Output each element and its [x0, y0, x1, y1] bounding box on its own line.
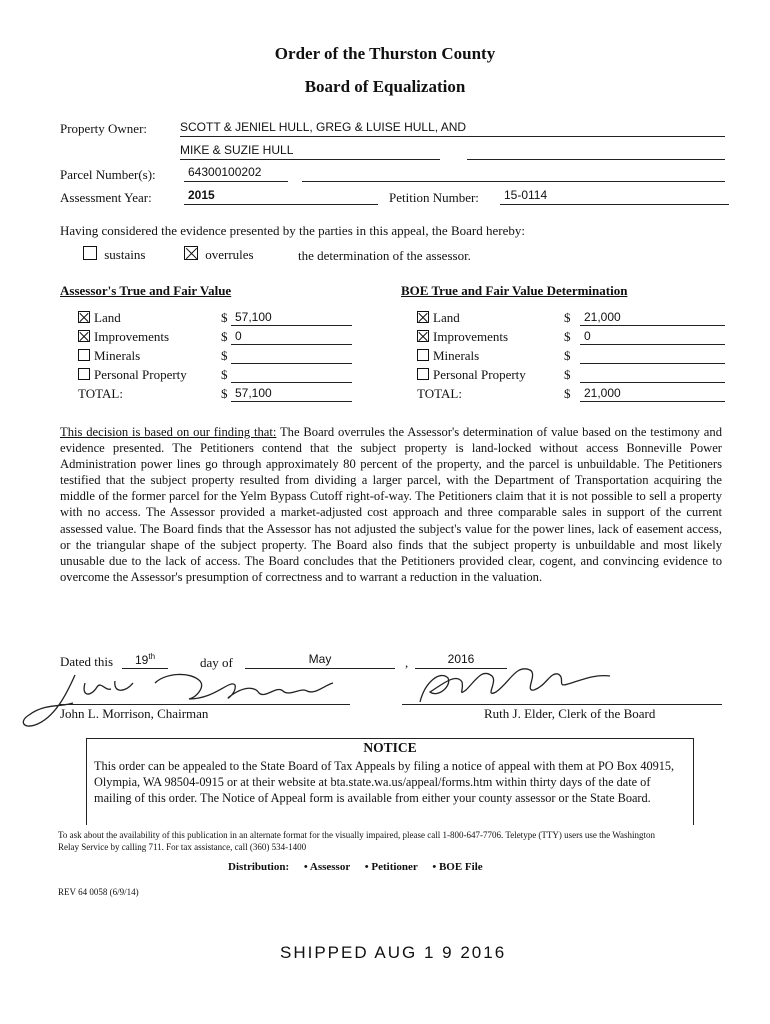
assessor-improvements-value: 0: [231, 329, 352, 345]
chairman-name: John L. Morrison, Chairman: [60, 706, 209, 721]
boe-row-personal-property: Personal Property $: [417, 367, 725, 386]
distribution-line: [228, 861, 483, 873]
property-owner-line1: SCOTT & JENIEL HULL, GREG & LUISE HULL, AND: [180, 120, 725, 137]
petition-number-label: Petition Number:: [389, 190, 479, 205]
property-owner-label: Property Owner:: [60, 121, 148, 136]
dated-month: May: [245, 652, 395, 669]
assessor-value-table: [78, 310, 353, 405]
boe-row-minerals: Minerals $: [417, 348, 725, 367]
overrules-checkbox[interactable]: [184, 246, 198, 260]
decision-suffix: the determination of the assessor.: [298, 248, 471, 263]
sustains-checkbox[interactable]: [83, 246, 97, 260]
assessor-total-value: 57,100: [231, 386, 352, 402]
boe-minerals-value: [580, 348, 725, 364]
order-title: Order of the Thurston County: [274, 44, 496, 63]
assessor-row-personal-property: Personal Property $: [78, 367, 353, 386]
boe-personal-property-value: [580, 367, 725, 383]
boe-total-label: TOTAL:: [417, 386, 462, 401]
boe-row-improvements: Improvements $ 0: [417, 329, 725, 348]
dated-mid: day of: [200, 655, 233, 670]
sustains-option[interactable]: [83, 246, 145, 263]
shipped-stamp: SHIPPED AUG 1 9 2016: [280, 943, 507, 962]
dated-year: 2016: [415, 652, 507, 669]
finding-lead: This decision is based on our finding that:: [60, 425, 277, 439]
boe-total-value: 21,000: [580, 386, 725, 402]
distribution-assessor: • Assessor: [303, 861, 351, 873]
dated-line: Dated this 19th day of May , 2016: [60, 654, 720, 672]
notice-body: This order can be appealed to the State Board of Tax Appeals by filing a notice of appeal with them at PO Box 40915, Olympia, WA 98504-0915 or at their website at bta.state.wa.us/appeal/forms.htm within thirty days of the date of mailing of this order. The Notice of Appeal form is available from either your county assessor or the State Board.: [94, 759, 675, 805]
distribution-boe-file: • BOE File: [432, 861, 483, 873]
assessor-improvements-checkbox[interactable]: [78, 330, 90, 342]
boe-value-table: [417, 310, 725, 405]
notice-box: [86, 738, 694, 825]
petition-number-value: 15-0114: [500, 188, 729, 205]
finding-paragraph: [60, 424, 722, 585]
distribution-label: Distribution:: [228, 861, 290, 873]
assessor-row-total: TOTAL: $ 57,100: [78, 386, 353, 405]
assessor-total-label: TOTAL:: [78, 386, 123, 401]
assessor-row-minerals: Minerals $: [78, 348, 353, 367]
assessor-personal-property-checkbox[interactable]: [78, 368, 90, 380]
overrules-label: overrules: [205, 247, 254, 262]
property-owner-line2: MIKE & SUZIE HULL: [180, 143, 440, 160]
assessor-personal-property-value: [231, 367, 352, 383]
assessment-year-label: Assessment Year:: [60, 190, 152, 205]
parcel-number-label: Parcel Number(s):: [60, 167, 156, 182]
property-owner-blank: [467, 143, 725, 160]
assessor-row-land: Land $ 57,100: [78, 310, 353, 329]
boe-improvements-checkbox[interactable]: [417, 330, 429, 342]
boe-land-checkbox[interactable]: [417, 311, 429, 323]
assessor-minerals-value: [231, 348, 352, 364]
sustains-label: sustains: [104, 247, 146, 262]
parcel-number-value: 64300100202: [184, 165, 288, 182]
distribution-petitioner: • Petitioner: [364, 861, 418, 873]
boe-minerals-checkbox[interactable]: [417, 349, 429, 361]
dated-day: 19th: [122, 652, 168, 669]
chairman-signature-line: [60, 703, 350, 705]
boe-improvements-value: 0: [580, 329, 725, 345]
clerk-name: Ruth J. Elder, Clerk of the Board: [484, 706, 656, 721]
boe-land-value: 21,000: [580, 310, 725, 326]
notice-title: NOTICE: [363, 740, 417, 755]
assessor-land-checkbox[interactable]: [78, 311, 90, 323]
finding-text: The Board overrules the Assessor's determination of value based on the testimony and evidence presented. The Petitioners contend that the subject property is land-locked without access Bonneville Power Administration power lines go through approximately 80 percent of the property, and the parcel is unbuildable. The Petitioners testified that the subject property resulted from dividing a larger parcel, with the Department of Transportation acquiring the middle of the former parcel for the Yelm Bypass Cutoff right-of-way. The Petitioners claim that it is not possible to sell a property with no access. The Assessor provided a market-adjusted cost approach and three comparable sales in support of the current assessed value. The Board finds that the Assessor has not adjusted the subject's value for the power lines, lack of easement access, or the triangular shape of the subject property. The Board also finds that the subject property is unbuildable and most likely unusable due to the lack of access. The Board concludes that the Petitioners provided clear, cogent, and convincing evidence to overcome the Assessor's presumption of correctness and to warrant a reduction in the valuation.: [60, 425, 722, 584]
dated-prefix: Dated this: [60, 654, 114, 669]
assessor-land-value: 57,100: [231, 310, 352, 326]
accessibility-note: To ask about the availability of this publication in an alternate format for the visually impaired, please call 1-800-647-7706. Teletype (TTY) users use the Washington Relay Service by calling 711. For tax assistance, call (360) 534-1400: [58, 830, 656, 852]
parcel-number-blank: [302, 165, 725, 182]
form-id: REV 64 0058 (6/9/14): [58, 887, 139, 897]
assessor-row-improvements: Improvements $ 0: [78, 329, 353, 348]
intro-text: Having considered the evidence presented by the parties in this appeal, the Board hereby:: [60, 223, 525, 238]
assessment-year-value: 2015: [184, 188, 378, 205]
clerk-signature-line: [402, 703, 722, 705]
board-title: Board of Equalization: [304, 77, 466, 96]
overrules-option[interactable]: [184, 246, 254, 263]
boe-value-header: BOE True and Fair Value Determination: [401, 283, 628, 298]
boe-row-total: TOTAL: $ 21,000: [417, 386, 725, 405]
assessor-value-header: Assessor's True and Fair Value: [60, 283, 232, 298]
boe-row-land: Land $ 21,000: [417, 310, 725, 329]
boe-personal-property-checkbox[interactable]: [417, 368, 429, 380]
assessor-minerals-checkbox[interactable]: [78, 349, 90, 361]
